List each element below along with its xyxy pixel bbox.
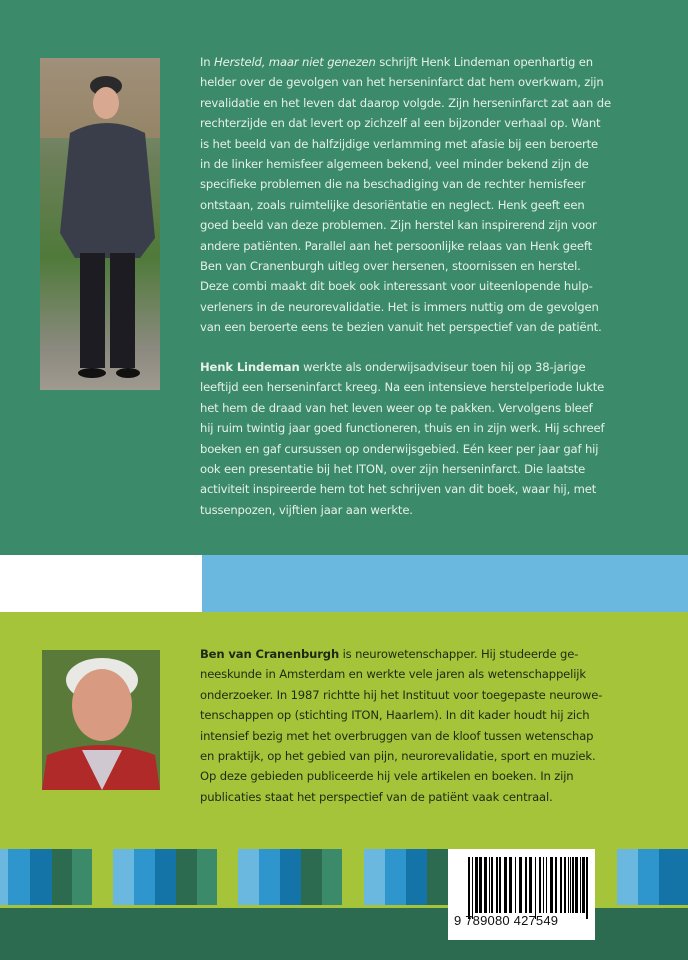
barcode-bar [580,857,581,913]
intro-line: specifieke problemen die na beschadiging van de rechter hemisfeer [200,177,586,192]
stripe [280,849,301,905]
intro-paragraph [200,52,611,338]
barcode-bar [560,857,562,913]
barcode-bar [535,857,536,919]
ben-name: Ben van Cranenburgh [200,647,340,661]
intro-line: goed beeld van deze problemen. Zijn herstel kan inspirerend zijn voor [200,218,597,233]
stripe [322,849,342,905]
ben-bio-line: is neurowetenschapper. Hij studeerde ge- [339,647,579,661]
stripe [72,849,92,905]
stripe [113,849,134,905]
barcode-bar [555,857,557,913]
intro-line: helder over de gevolgen van het herseninfarct dat hem overkwam, zijn [200,75,604,90]
stripe [238,849,259,905]
barcode-bar [479,857,482,913]
henk-name: Henk Lindeman [200,360,300,374]
barcode-bar [546,857,547,913]
barcode-bar [519,857,522,913]
ben-bio [200,644,602,807]
intro-line: is het beeld van de halfzijdige verlamming met afasie bij een beroerte [200,136,599,151]
ben-bio-line: tenschappen op (stichting ITON, Haarlem). In dit kader houdt hij zich [200,708,590,723]
stripe [155,849,176,905]
barcode-bar [575,857,578,913]
henk-bio-line: ook een presentatie bij het ITON, over zijn herseninfarct. Die laatste [200,462,586,477]
ben-bio-line: onderzoeker. In 1987 richtte hij het Instituut voor toegepaste neurowe- [200,687,603,702]
henk-bio-line: activiteit inspireerde hem tot het schrijven van dit boek, waar hij, met [200,482,597,497]
barcode-bar [504,857,507,913]
barcode-bar [515,857,516,913]
stripe [8,849,30,905]
stripe [364,849,385,905]
ben-van-cranenburgh-photo [42,650,160,790]
stripe [385,849,406,905]
stripe [259,849,280,905]
stripe [0,849,8,905]
barcode-bar [499,857,501,913]
barcode-bar [484,857,487,913]
stripe [197,849,217,905]
intro-line: Deze combi maakt dit boek ook interessant voor uiteenlopende hulp- [200,279,593,294]
isbn-digits: 9 789080 427549 [454,913,559,928]
stripe [638,849,659,905]
barcode-bar [525,857,527,913]
stripe [659,849,688,905]
ben-bio-line: publicaties staat het perspectief van de patiënt vaak centraal. [200,789,553,804]
henk-bio-line: werkte als onderwijsadviseur toen hij op 38-jarige [299,360,586,374]
henk-bio-line: het hem de draad van het leven weer op te pakken. Vervolgens bleef [200,400,593,415]
intro-line: in de linker hemisfeer algemeen bekend, veel minder bekend zijn de [200,157,589,172]
barcode-bar [491,857,493,913]
barcode-bar [543,857,544,913]
barcode-bar [489,857,490,913]
ben-bio-line: Op deze gebieden publiceerde hij vele artikelen en boeken. In zijn [200,769,574,784]
barcode-bar [582,857,585,913]
barcode-bar [539,857,541,913]
henk-lindeman-photo [40,58,160,390]
barcode-bar [550,857,553,913]
intro-line: Ben van Cranenburgh uitleg over hersenen, stoornissen en herstel. [200,259,581,274]
barcode-bar [475,857,478,913]
barcode-bar [472,857,473,919]
stripe [52,849,72,905]
barcode [448,849,595,940]
ben-bio-line: en praktijk, op het gebied van pijn, neurorevalidatie, sport en muziek. [200,749,596,764]
intro-line: verleners in de neurorevalidatie. Het is immers nuttig om de gevolgen [200,299,599,314]
stripe [406,849,427,905]
barcode-bar [529,857,532,913]
stripe [30,849,52,905]
stripe [176,849,197,905]
ben-bio-line: neeskunde in Amsterdam en werkte vele jaren als wetenschappelijk [200,667,586,682]
intro-line: In Hersteld, maar niet genezen schrijft Henk Lindeman openhartig en [200,55,593,69]
barcode-bar [468,857,470,919]
barcode-bar [586,857,588,919]
henk-bio-line: leeftijd een herseninfarct kreeg. Na een intensieve herstelperiode lukte [200,380,605,395]
henk-bio-line: tussenpozen, vijftien jaar aan werkte. [200,502,413,517]
henk-bio-line: hij ruim twintig jaar goed functioneren, thuis en in zijn werk. Hij schreef [200,421,605,436]
barcode-bar [572,857,574,913]
stripe [427,849,448,905]
intro-line: ontstaan, zoals ruimtelijke desoriëntatie en neglect. Henk geeft een [200,197,585,212]
barcode-bar [509,857,512,913]
barcode-bar [570,857,571,913]
barcode-bar [496,857,498,913]
barcode-bar [564,857,566,913]
stripe [617,849,638,905]
blue-band [202,555,688,612]
stripe [134,849,155,905]
white-band [0,555,202,612]
barcode-bar [568,857,569,913]
henk-bio-line: boeken en gaf cursussen op onderwijsgebied. Eén keer per jaar gaf hij [200,441,599,456]
intro-line: van een beroerte eens te bezien vanuit het perspectief van de patiënt. [200,320,602,335]
intro-line: andere patiënten. Parallel aan het persoonlijke relaas van Henk geeft [200,238,592,253]
intro-line: revalidatie en het leven dat daarop volgde. Zijn herseninfarct zat aan de [200,95,611,110]
stripe [301,849,322,905]
ben-bio-line: intensief bezig met het overbruggen van de kloof tussen wetenschap [200,728,594,743]
henk-bio [200,357,604,520]
intro-line: rechterzijde en dat levert op zichzelf al een bijzonder verhaal op. Want [200,116,601,131]
